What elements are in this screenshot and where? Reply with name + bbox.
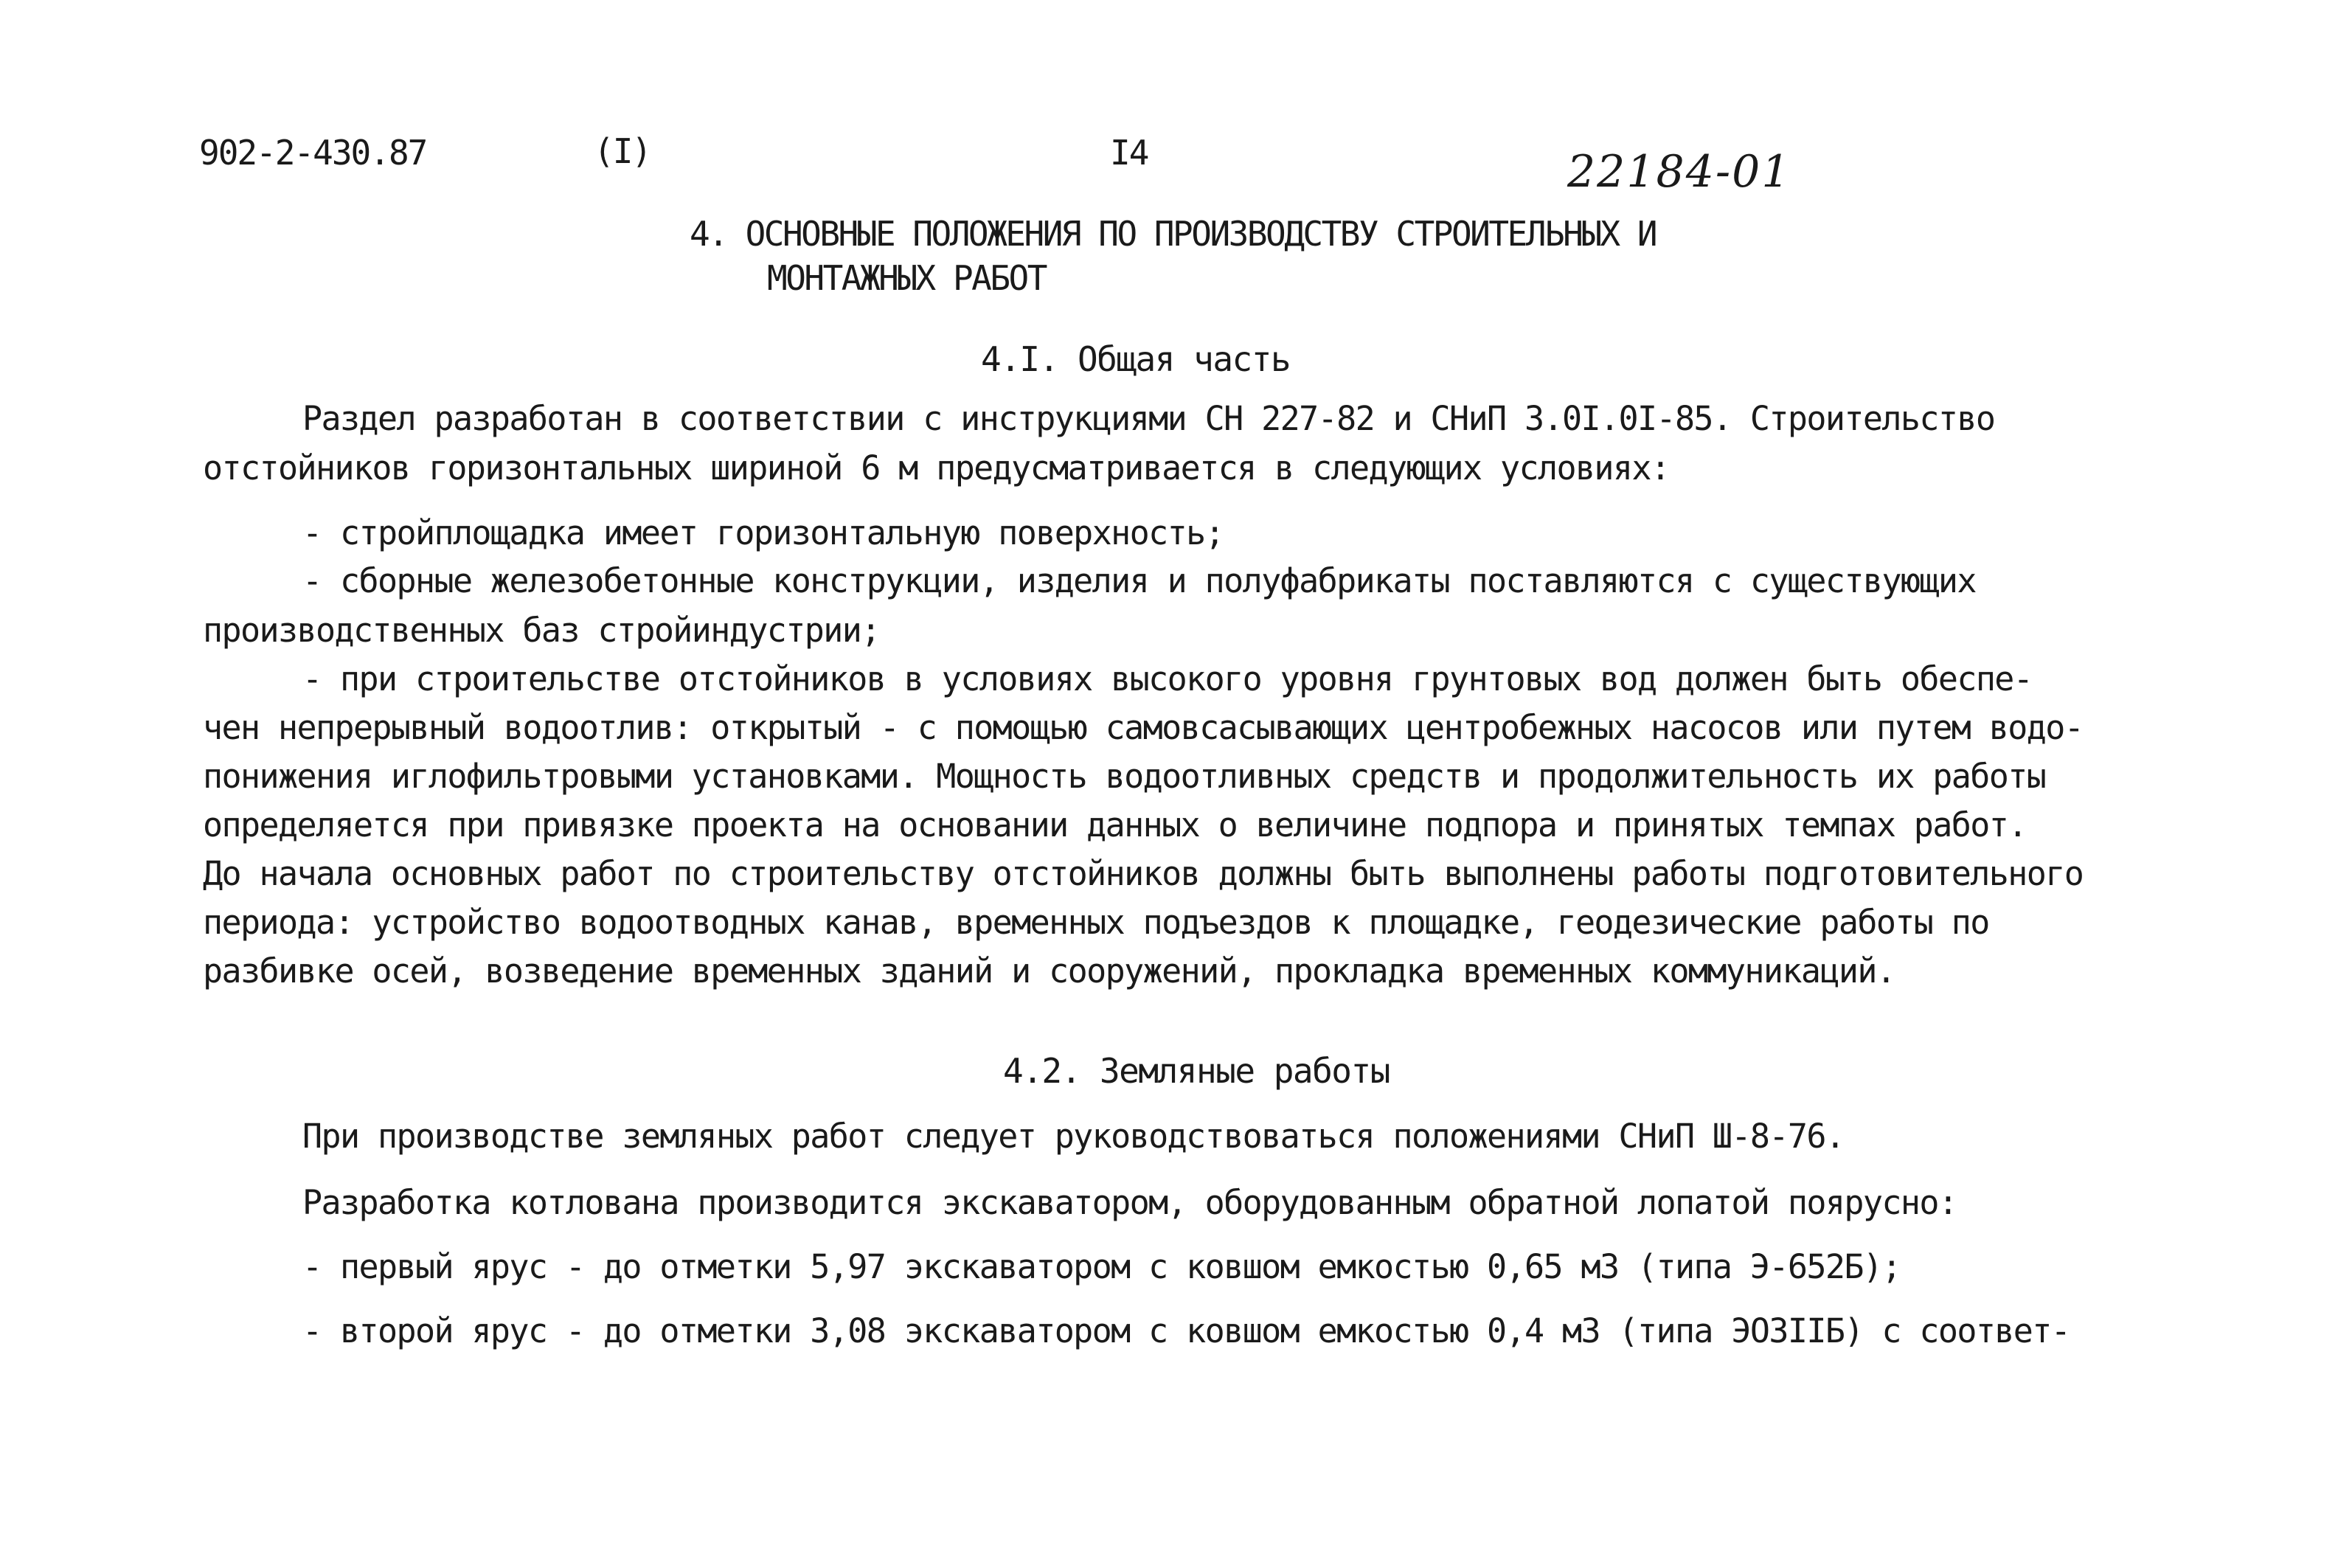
sheet-tag: (I) xyxy=(594,131,651,171)
section-title-line-1: 4. ОСНОВНЫЕ ПОЛОЖЕНИЯ ПО ПРОИЗВОДСТВУ СТРОИТЕЛЬНЫХ И xyxy=(690,214,1657,254)
text-line: производственных баз стройиндустрии; xyxy=(203,611,880,650)
section-title-line-2: МОНТАЖНЫХ РАБОТ xyxy=(767,258,1046,298)
subsection-heading-general: 4.I. Общая часть xyxy=(981,339,1291,379)
text-line: разбивке осей, возведение временных зданий и сооружений, прокладка временных коммуникаций. xyxy=(203,951,1895,991)
text-line: чен непрерывный водоотлив: открытый - с помощью самовсасывающих центробежных насосов или путем водо- xyxy=(203,708,2084,747)
list-item: - второй ярус - до отметки 3,08 экскаватором с ковшом емкостью 0,4 м3 (типа ЭО3IIБ) с соответ- xyxy=(302,1311,2070,1350)
page-number: I4 xyxy=(1110,133,1148,173)
text-line: определяется при привязке проекта на основании данных о величине подпора и принятых темпах работ. xyxy=(203,805,2027,844)
text-line: До начала основных работ по строительству отстойников должны быть выполнены работы подготовительного xyxy=(203,854,2084,893)
text-line: периода: устройство водоотводных канав, временных подъездов к площадке, геодезические работы по xyxy=(203,903,1989,942)
list-item: - при строительстве отстойников в условиях высокого уровня грунтовых вод должен быть обеспе- xyxy=(302,659,2033,698)
text-line: При производстве земляных работ следует руководствоваться положениями СНиП Ш-8-76. xyxy=(302,1117,1845,1156)
text-line: отстойников горизонтальных шириной 6 м предусматривается в следующих условиях: xyxy=(203,448,1670,488)
text-line: Разработка котлована производится экскаватором, оборудованным обратной лопатой поярусно: xyxy=(302,1183,1957,1222)
text-line: Раздел разработан в соответствии с инструкциями СН 227-82 и СНиП 3.0I.0I-85. Строительство xyxy=(302,399,1995,438)
text-line: понижения иглофильтровыми установками. Мощность водоотливных средств и продолжительность их работы xyxy=(203,757,2046,796)
subsection-heading-earthwork: 4.2. Земляные работы xyxy=(1003,1051,1390,1091)
document-code: 902-2-430.87 xyxy=(199,133,427,173)
list-item: - стройплощадка имеет горизонтальную поверхность; xyxy=(302,513,1224,552)
handwritten-stamp-number: 22184-01 xyxy=(1567,146,1791,198)
list-item: - сборные железобетонные конструкции, изделия и полуфабрикаты поставляются с существующих xyxy=(302,561,1976,600)
list-item: - первый ярус - до отметки 5,97 экскаватором с ковшом емкостью 0,65 м3 (типа Э-652Б); xyxy=(302,1247,1901,1286)
